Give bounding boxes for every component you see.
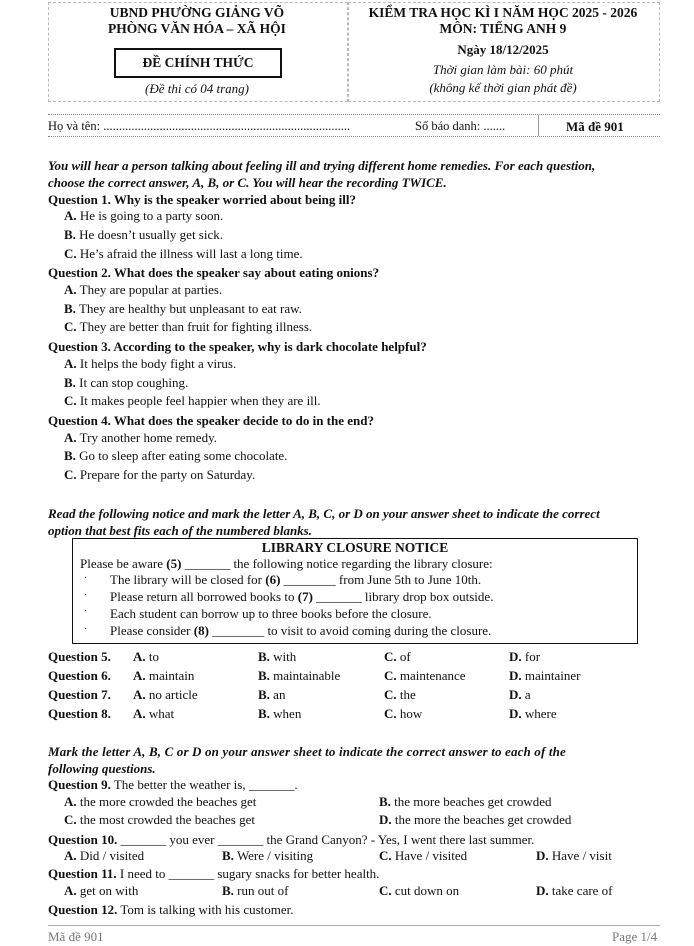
q6-option-a[interactable]: [133, 669, 194, 682]
option-text: It makes people feel happier when they are ill.: [79, 393, 321, 408]
section3-instruction-2: following questions.: [48, 761, 156, 776]
bullet: ·: [84, 606, 88, 617]
q7-option-b[interactable]: [258, 688, 285, 701]
q6-option-d[interactable]: [509, 669, 580, 682]
q1-option-a[interactable]: [64, 209, 223, 222]
q8-option-b[interactable]: [258, 707, 301, 720]
letter: A.: [133, 649, 146, 664]
option-text: when: [273, 706, 302, 721]
letter: A.: [133, 706, 146, 721]
section1-instruction-2: choose the correct answer, A, B, or C. You will hear the recording TWICE.: [48, 175, 447, 190]
question-12: [48, 903, 294, 916]
letter: D.: [509, 706, 522, 721]
option-text: Prepare for the party on Saturday.: [79, 467, 256, 482]
q3-option-c[interactable]: [64, 394, 321, 407]
q3-option-b[interactable]: [64, 376, 188, 389]
notice-intro: [80, 557, 493, 570]
letter: A.: [133, 687, 146, 702]
letter: A.: [64, 356, 77, 371]
q9-option-a[interactable]: [64, 795, 256, 808]
notice-item-1: [110, 573, 481, 586]
option-text: He’s afraid the illness will last a long time.: [79, 246, 303, 261]
q2-option-c[interactable]: [64, 320, 312, 333]
q4-option-a[interactable]: [64, 431, 217, 444]
text: ________ to visit to avoid coming during the closure.: [208, 623, 492, 638]
letter: B.: [64, 448, 76, 463]
letter: A.: [64, 794, 77, 809]
option-text: They are popular at parties.: [79, 282, 223, 297]
letter: D.: [536, 848, 549, 863]
q10-option-c[interactable]: [379, 849, 467, 862]
q5-option-a[interactable]: [133, 650, 159, 663]
q2-option-a[interactable]: [64, 283, 222, 296]
q8-option-d[interactable]: [509, 707, 557, 720]
option-text: how: [399, 706, 423, 721]
option-text: to: [148, 649, 160, 664]
q8-option-c[interactable]: [384, 707, 422, 720]
letter: C.: [384, 706, 397, 721]
letter: C.: [64, 319, 77, 334]
letter: C.: [64, 467, 77, 482]
question-11: [48, 867, 379, 880]
letter: C.: [384, 668, 397, 683]
option-text: maintainable: [273, 668, 341, 683]
letter: D.: [509, 649, 522, 664]
name-field[interactable]: Họ và tên: ...............................................................................: [48, 119, 351, 133]
option-text: Have / visited: [394, 848, 468, 863]
option-text: maintain: [148, 668, 195, 683]
student-line-top: [48, 114, 660, 115]
code-divider: [538, 115, 539, 136]
student-line-bottom: [48, 136, 660, 137]
letter: B.: [222, 883, 234, 898]
q7-option-a[interactable]: [133, 688, 198, 701]
section1-instruction-1: You will hear a person talking about feeling ill and trying different home remedies. For each question,: [48, 158, 596, 173]
letter: B.: [258, 687, 270, 702]
letter: C.: [379, 883, 392, 898]
question-label: Question 11.: [48, 866, 117, 881]
q9-option-c[interactable]: [64, 813, 255, 826]
official-stamp: [114, 48, 282, 78]
left-org-line1: UBND PHƯỜNG GIẢNG VÕ: [109, 5, 285, 20]
letter: B.: [64, 301, 76, 316]
footer-rule: [48, 925, 660, 926]
q10-option-d[interactable]: [536, 849, 612, 862]
option-text: Try another home remedy.: [79, 430, 217, 445]
option-text: run out of: [237, 883, 289, 898]
letter: C.: [384, 687, 397, 702]
letter: B.: [379, 794, 391, 809]
letter: B.: [64, 227, 76, 242]
q11-option-d[interactable]: [536, 884, 613, 897]
notice-item-3: Each student can borrow up to three books before the closure.: [110, 606, 432, 621]
text: _______ library drop box outside.: [312, 589, 494, 604]
left-org-line2: PHÒNG VĂN HÓA – XÃ HỘI: [108, 21, 286, 36]
exam-code: Mã đề 901: [566, 119, 624, 134]
option-text: the more beaches get crowded: [394, 794, 552, 809]
question-text: _______ you ever _______ the Grand Canyon? - Yes, I went there last summer.: [117, 832, 535, 847]
option-text: maintainer: [524, 668, 581, 683]
option-text: no article: [148, 687, 198, 702]
letter: C.: [64, 246, 77, 261]
text: _______ the following notice regarding the library closure:: [181, 556, 493, 571]
question-label: Question 5.: [48, 649, 111, 664]
option-text: cut down on: [394, 883, 460, 898]
question-label: Question 8.: [48, 706, 111, 721]
letter: A.: [64, 848, 77, 863]
letter: C.: [379, 848, 392, 863]
section2-instruction-1: Read the following notice and mark the letter A, B, C, or D on your answer sheet to indicate the correct: [48, 506, 600, 521]
footer-exam-code: Mã đề 901: [48, 929, 104, 944]
option-text: They are healthy but unpleasant to eat raw.: [78, 301, 302, 316]
option-text: Have / visit: [551, 848, 612, 863]
letter: B.: [222, 848, 234, 863]
option-text: an: [273, 687, 286, 702]
q7-option-c[interactable]: [384, 688, 416, 701]
q9-option-b[interactable]: [379, 795, 552, 808]
exam-title: KIỂM TRA HỌC KÌ I NĂM HỌC 2025 - 2026: [368, 5, 638, 20]
blank-number: (6): [265, 572, 281, 587]
option-text: the: [399, 687, 416, 702]
letter: C.: [64, 812, 77, 827]
q11-option-c[interactable]: [379, 884, 459, 897]
q5-option-c[interactable]: [384, 650, 411, 663]
question-text: I need to _______ sugary snacks for better health.: [116, 866, 380, 881]
option-text: the most crowded the beaches get: [79, 812, 255, 827]
section3-instruction-1: Mark the letter A, B, C or D on your answer sheet to indicate the correct answer to each of the: [48, 744, 566, 759]
letter: B.: [258, 668, 270, 683]
option-text: Did / visited: [79, 848, 145, 863]
q11-option-a[interactable]: [64, 884, 138, 897]
letter: B.: [258, 649, 270, 664]
time-note: (không kể thời gian phát đề): [429, 80, 577, 95]
text: The library will be closed for: [110, 572, 266, 587]
exam-time: Thời gian làm bài: 60 phút: [432, 62, 574, 77]
q3-option-a[interactable]: [64, 357, 236, 370]
option-text: a: [524, 687, 531, 702]
q1-option-b[interactable]: [64, 228, 223, 241]
question-label: Question 12.: [48, 902, 118, 917]
question-4: Question 4. What does the speaker decide to do in the end?: [48, 413, 374, 428]
page-count: (Đề thi có 04 trang): [145, 81, 249, 96]
q8-option-a[interactable]: [133, 707, 174, 720]
letter: B.: [258, 706, 270, 721]
blank-number: (8): [193, 623, 209, 638]
q2-option-b[interactable]: [64, 302, 302, 315]
bullet: ·: [84, 624, 88, 635]
option-text: Were / visiting: [236, 848, 314, 863]
exam-date: Ngày 18/12/2025: [457, 42, 549, 57]
option-text: They are better than fruit for fighting illness.: [79, 319, 313, 334]
q7-option-d[interactable]: [509, 688, 531, 701]
section2-instruction-2: option that best fits each of the numbered blanks.: [48, 523, 312, 538]
letter: A.: [133, 668, 146, 683]
q1-option-c[interactable]: [64, 247, 303, 260]
subject: MÔN: TIẾNG ANH 9: [439, 21, 567, 36]
option-text: where: [524, 706, 557, 721]
option-text: maintenance: [399, 668, 466, 683]
blank-number: (7): [297, 589, 313, 604]
option-text: Go to sleep after eating some chocolate.: [79, 448, 288, 463]
text: Please be aware: [80, 556, 167, 571]
notice-item-2: [110, 590, 493, 603]
option-text: get on with: [79, 883, 139, 898]
q9-option-d[interactable]: [379, 813, 571, 826]
option-text: what: [148, 706, 175, 721]
question-9: [48, 778, 298, 791]
text: ________ from June 5th to June 10th.: [280, 572, 482, 587]
question-text: The better the weather is, _______.: [110, 777, 298, 792]
q5-option-b[interactable]: [258, 650, 296, 663]
option-text: for: [524, 649, 541, 664]
letter: D.: [536, 883, 549, 898]
option-text: the more the beaches get crowded: [394, 812, 572, 827]
q10-option-b[interactable]: [222, 849, 313, 862]
option-text: It helps the body fight a virus.: [79, 356, 237, 371]
letter: C.: [64, 393, 77, 408]
q4-option-c[interactable]: [64, 468, 255, 481]
question-label: Question 6.: [48, 668, 111, 683]
letter: C.: [384, 649, 397, 664]
notice-item-4: [110, 624, 491, 637]
letter: A.: [64, 282, 77, 297]
option-text: He is going to a party soon.: [79, 208, 224, 223]
question-3: Question 3. According to the speaker, why is dark chocolate helpful?: [48, 339, 427, 354]
official-label: ĐỀ CHÍNH THỨC: [142, 55, 254, 71]
candidate-id-field[interactable]: Số báo danh: .......: [415, 119, 506, 133]
letter: D.: [509, 687, 522, 702]
text: Please consider: [110, 623, 194, 638]
bullet: ·: [84, 590, 88, 601]
question-10: [48, 833, 534, 846]
question-2: Question 2. What does the speaker say about eating onions?: [48, 265, 380, 280]
question-label: Question 9.: [48, 777, 111, 792]
q5-option-d[interactable]: [509, 650, 540, 663]
question-label: Question 10.: [48, 832, 118, 847]
q4-option-b[interactable]: [64, 449, 287, 462]
option-text: He doesn’t usually get sick.: [79, 227, 223, 242]
option-text: the more crowded the beaches get: [79, 794, 257, 809]
question-text: Tom is talking with his customer.: [117, 902, 294, 917]
q6-option-b[interactable]: [258, 669, 340, 682]
letter: D.: [379, 812, 392, 827]
letter: D.: [509, 668, 522, 683]
q11-option-b[interactable]: [222, 884, 288, 897]
letter: A.: [64, 883, 77, 898]
option-text: It can stop coughing.: [79, 375, 189, 390]
blank-number: (5): [166, 556, 182, 571]
option-text: with: [273, 649, 297, 664]
q6-option-c[interactable]: [384, 669, 466, 682]
question-label: Question 7.: [48, 687, 111, 702]
option-text: take care of: [551, 883, 613, 898]
q10-option-a[interactable]: [64, 849, 144, 862]
footer-page-number: Page 1/4: [612, 929, 658, 944]
notice-title: LIBRARY CLOSURE NOTICE: [261, 540, 449, 555]
text: Please return all borrowed books to: [110, 589, 298, 604]
letter: B.: [64, 375, 76, 390]
bullet: ·: [84, 573, 88, 584]
question-1: Question 1. Why is the speaker worried about being ill?: [48, 192, 356, 207]
letter: A.: [64, 208, 77, 223]
letter: A.: [64, 430, 77, 445]
option-text: of: [399, 649, 411, 664]
